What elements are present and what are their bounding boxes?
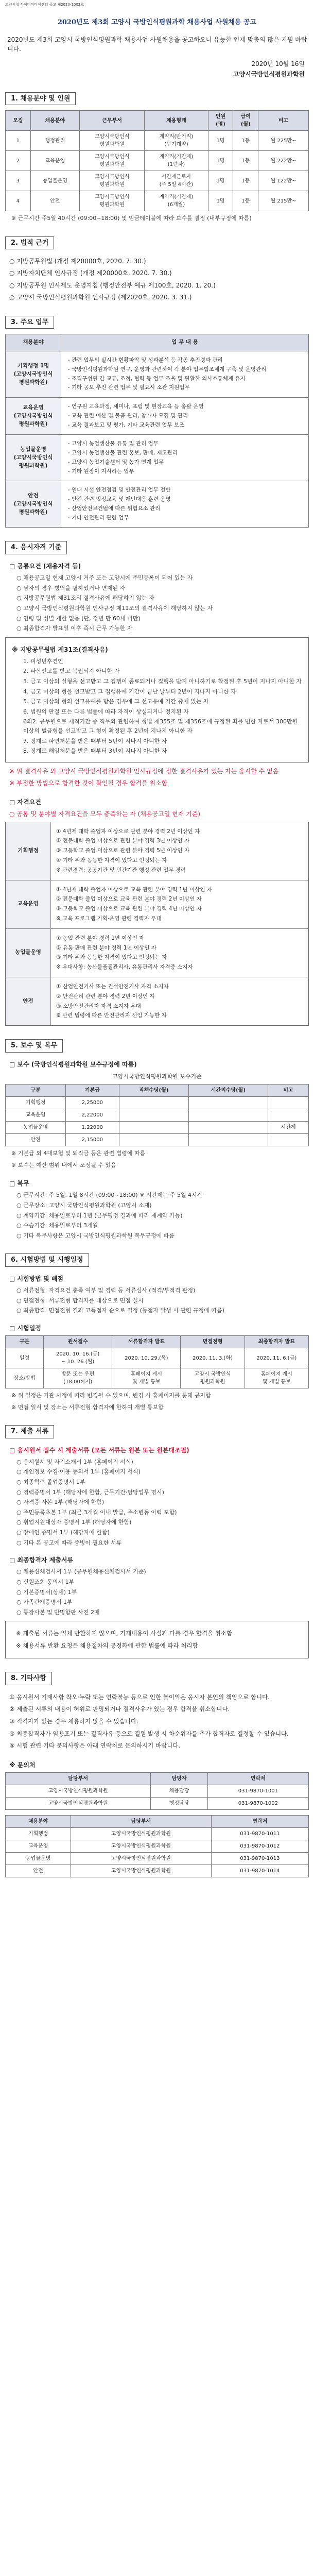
table-cell [188, 1134, 268, 1146]
qualification-detail [51, 977, 174, 1025]
disqualification-item: 8. 징계로 해임처분을 받은 때부터 3년이 지나지 아니한 자 [23, 748, 167, 755]
table-cell: 2020. 11. 6.(금) [245, 1348, 308, 1368]
table-row [6, 1368, 309, 1388]
table-cell: 2,22000 [66, 1109, 119, 1122]
section-documents [5, 1425, 309, 1658]
table-cell: 행정관리 [30, 131, 79, 151]
qualification-line: ※ 관련 법령에 따른 안전관리자 선임 가능한 자 [56, 1012, 167, 1019]
common-requirement: ○ 연령 및 성별 제한 없음 (단, 정년 만 60세 미만) [16, 615, 141, 622]
work-condition: ○ 근무시간: 주 5일, 1일 8시간 (09:00~18:00) ※ 시간제는 주 5일 4시간 [16, 1192, 203, 1199]
table-row [6, 1852, 309, 1865]
required-document: ○ 자격증 사본 1부 (해당자에 한함) [16, 1499, 104, 1506]
qualification-line: ② 유통·판매 관련 분야 경력 1년 이상인 자 [56, 944, 156, 951]
work-condition: ○ 근무장소: 고양시 국방인식평원과학원 (고양시 소재) [16, 1202, 152, 1209]
table-row [6, 1348, 309, 1368]
table-cell: 계약직(만기직) (무기계약) [145, 131, 208, 151]
duty-line: - 안전 관련 법정교육 및 재난대응 훈련 운영 [72, 496, 304, 504]
disqualification-item: 5. 금고 이상의 형의 선고유예를 받은 경우에 그 선고유예 기간 중에 있는 자 [23, 698, 209, 705]
common-requirement: ○ 지방공무원법 제31조의 결격사유에 해당하지 않는 자 [16, 595, 154, 602]
eligibility-note: ※ 위 결격사유 외 고양시 국방인식평원과학원 인사규정에 정한 결격사유가 있는 자는 응시할 수 없음 [9, 767, 279, 775]
table-header-cell: 시간외수당(월) [188, 1084, 268, 1097]
qualification-position: 기획행정 [6, 822, 51, 880]
table-cell: 홈페이지 게시 및 개별 통보 [245, 1368, 308, 1388]
positions-table [5, 110, 309, 211]
table-cell: 031-9870-1001 [207, 1785, 308, 1797]
pay-note: ※ 보수는 예산 범위 내에서 조정될 수 있음 [11, 1161, 116, 1168]
duty-position: 안전 (고양시국방인식 평원과학원) [6, 481, 61, 528]
common-heading: □ 공통요건 (채용자격 등) [9, 562, 81, 570]
table-cell: 2 [6, 151, 31, 171]
table-cell: 1명 [208, 151, 233, 171]
duty-row [6, 435, 309, 481]
exam-method-item: ○ 서류전형: 자격요건 충족 여부 및 경력 등 서류심사 (적격/부적격 판정) [16, 1287, 196, 1294]
documents-notes-box [5, 1621, 309, 1658]
table-cell: 월 215만~ [258, 191, 309, 211]
table-header-cell: 서류합격자 발표 [112, 1336, 181, 1348]
section-exam [5, 1253, 309, 1412]
final-docs-heading: □ 최종합격자 제출서류 [9, 1556, 74, 1564]
qualification-line: ③ 기타 위와 동등한 자격이 있다고 인정되는 자 [56, 954, 167, 961]
section-heading: 6. 시험방법 및 시행일정 [5, 1253, 89, 1267]
qualification-detail [51, 822, 205, 880]
work-condition: ○ 계약기간: 채용일로부터 1년 (근무평정 결과에 따라 재계약 가능) [16, 1212, 183, 1219]
table-header-cell: 연락처 [211, 1815, 308, 1827]
duty-line: - 교육 관련 예산 및 물품 관리, 참가자 모집 및 관리 [72, 412, 304, 420]
exam-method-item: ○ 면접전형: 서류전형 합격자를 대상으로 면접 실시 [16, 1297, 144, 1304]
table-row [6, 191, 309, 211]
duties-col-left: 채용분야 [6, 334, 61, 351]
legal-basis-item: ○ 고양시 국방인식평원과학원 인사규정 (제2020호, 2020. 3. 31.) [9, 293, 192, 301]
table-cell: 고양시국방인식평원과학원 [6, 1785, 151, 1797]
legal-basis-item: ○ 지방공무원법 (개정 제20000호, 2020. 7. 30.) [9, 258, 146, 265]
table-cell: 교육운영 [30, 151, 79, 171]
final-document: ○ 신원조회 동의서 1부 [16, 1578, 75, 1585]
table-cell: 안전 [30, 191, 79, 211]
table-row [6, 1785, 309, 1797]
table-header-cell: 담당자 [151, 1772, 207, 1785]
table-header-cell: 비고 [258, 111, 309, 131]
qualification-line: ② 전문대학 졸업 이상으로 관련 분야 경력 3년 이상인 자 [56, 838, 190, 844]
duty-line: - 산업안전보건법에 따른 위험요소 관리 [72, 505, 304, 513]
table-cell: 2020. 10. 29.(목) [112, 1348, 181, 1368]
table-cell: 3 [6, 171, 31, 191]
table-cell: 031-9870-1013 [211, 1852, 308, 1865]
section-heading: 8. 기타사항 [5, 1672, 52, 1685]
duty-position: 농업물운영 (고양시국방인식 평원과학원) [6, 435, 61, 481]
duty-description [61, 398, 309, 435]
disqualification-item: 4. 금고 이상의 형을 선고받고 그 집행유예 기간이 끝난 날부터 2년이 지나지 아니한 자 [23, 688, 236, 695]
table-cell: 방문 또는 우편 (18:00까지) [44, 1368, 112, 1388]
documents-note: ※ 제출된 서류는 일체 반환하지 않으며, 기재내용이 사실과 다를 경우 합격을 취소함 [16, 1630, 233, 1637]
table-cell: 홈페이지 게시 및 개별 통보 [112, 1368, 181, 1388]
table-cell: 계약직(기간제) (6개월) [145, 191, 208, 211]
table-cell: 고양시국방인식평원과학원 [71, 1852, 211, 1865]
duty-line: - 원내 시설 안전점검 및 안전관리 업무 전반 [72, 486, 304, 495]
table-cell: 농업물운영 [6, 1852, 71, 1865]
qualification-line: ① 농업 관련 분야 경력 1년 이상인 자 [56, 935, 145, 941]
table-cell: 2,15000 [66, 1134, 119, 1146]
duty-line: - 연구원 교육과정, 세미나, 포럼 및 현장교육 등 총괄 운영 [72, 403, 304, 411]
required-document: ○ 개인정보 수집·이용 동의서 1부 (홈페이지 서식) [16, 1468, 141, 1476]
duties-table [5, 334, 309, 528]
contact-table [5, 1772, 309, 1810]
table-cell: 고양시국방인식 평원과학원 [79, 171, 144, 191]
table-row [6, 1134, 309, 1146]
qual-note: ○ 공통 및 분야별 자격요건을 모두 충족하는 자 (채용공고일 현재 기준) [9, 810, 200, 818]
required-document: ○ 장애인 증명서 1부 (해당자에 한함) [16, 1529, 110, 1536]
qualification-line: ※ 관련경력: 공공기관 및 민간기관 행정 관련 업무 경력 [56, 867, 186, 873]
table-cell: 장소/방법 [6, 1368, 44, 1388]
table-cell: 1,22000 [66, 1122, 119, 1134]
table-row [6, 1827, 309, 1840]
table-cell: 1 [6, 131, 31, 151]
documents-intro: □ 응시원서 접수 시 제출서류 (모든 서류는 원본 또는 원본대조필) [9, 1446, 189, 1454]
disq-heading: ※ 지방공무원법 제31조(결격사유) [12, 646, 108, 653]
page-title: 2020년도 제3회 고양시 국방인식평원과학 채용사업 사원채용 공고 [57, 19, 257, 26]
legal-basis-item: ○ 지방자치단체 인사규정 (개정 제20000호, 2020. 7. 30.) [9, 269, 172, 277]
pay-heading: □ 보수 (국방인식평원과학원 보수규정에 따름) [9, 1060, 137, 1068]
duty-row [6, 351, 309, 398]
duty-description [61, 435, 309, 481]
duty-position: 교육운영 (고양시국방인식 평원과학원) [6, 398, 61, 435]
duties-col-right: 업 무 내 용 [61, 334, 309, 351]
duty-line: - 조직구성원 간 교류, 조정, 협력 등 업무 조율 및 원활한 의사소통체계 유지 [72, 375, 304, 383]
required-document: ○ 주민등록초본 1부 (최근 3개월 이내 발급, 주소변동 이력 포함) [16, 1509, 177, 1516]
table-cell: 고양시 국방인식 평원과학원 [181, 1368, 245, 1388]
qualification-position: 농업물운영 [6, 929, 51, 977]
section-etc [5, 1672, 309, 1877]
notice-number: 고양시청 사이버미디어센터 공고 제2020-1002호 [5, 3, 84, 7]
table-cell [119, 1109, 188, 1122]
qualification-row [6, 822, 308, 880]
work-heading: □ 복무 [9, 1180, 29, 1188]
table-cell [188, 1109, 268, 1122]
table-cell: 고양시국방인식 평원과학원 [79, 131, 144, 151]
table-cell: 2020. 11. 3.(화) [181, 1348, 245, 1368]
table-cell: 고양시국방인식 평원과학원 [79, 151, 144, 171]
table-cell [268, 1134, 309, 1146]
table-header-cell: 채용형태 [145, 111, 208, 131]
duty-position: 기획행정 1명 (고양시국방인식 평원과학원) [6, 351, 61, 398]
table-header-cell: 담당부서 [6, 1772, 151, 1785]
documents-note: ※ 채용서류 반환 요청은 채용절차의 공정화에 관한 법률에 따라 처리함 [16, 1641, 198, 1649]
table-header-cell: 최종합격자 발표 [245, 1336, 308, 1348]
pay-note: ※ 기본급 외 4대보험 및 퇴직금 등은 관련 법령에 따름 [11, 1150, 146, 1157]
duty-line: - 기타 원장이 지시하는 업무 [72, 468, 304, 476]
table-cell: 계약직(기간제) (1년차) [145, 151, 208, 171]
table-cell: 고양시국방인식평원과학원 [6, 1797, 151, 1809]
required-document: ○ 응시원서 및 자기소개서 1부 (홈페이지 서식) [16, 1458, 133, 1465]
notice-date: 2020년 10월 16일 [251, 60, 305, 67]
table-cell: 031-9870-1011 [211, 1827, 308, 1840]
table-header-cell: 연락처 [207, 1772, 308, 1785]
schedule-note: ※ 위 일정은 기관 사정에 따라 변경될 수 있으며, 변경 시 홈페이지를 통해 공지함 [11, 1392, 211, 1399]
qualification-position: 교육운영 [6, 880, 51, 928]
section-positions [5, 92, 309, 223]
qualification-line: ④ 기타 위와 동등한 자격이 있다고 인정되는 자 [56, 857, 167, 863]
issuer-name: 고양시국방인식평원과학원 [233, 70, 305, 78]
duty-description [61, 351, 309, 398]
qualification-position: 안전 [6, 977, 51, 1025]
schedule-table [5, 1335, 309, 1388]
table-cell: 1명 [208, 191, 233, 211]
table-cell: 2020. 10. 16.(금) ~ 10. 26.(월) [44, 1348, 112, 1368]
table-cell: 1등 [233, 151, 258, 171]
disqualification-item: 2. 파산선고를 받고 복권되지 아니한 자 [23, 668, 120, 675]
duty-list [65, 403, 304, 429]
table-row [6, 1840, 309, 1852]
table-cell: 고양시국방인식평원과학원 [71, 1827, 211, 1840]
dept-contact-table [5, 1815, 309, 1877]
table-header-cell: 면접전형 [181, 1336, 245, 1348]
qualification-detail [51, 880, 217, 928]
pay-table [5, 1084, 309, 1146]
table-row [6, 151, 309, 171]
final-document: ○ 통장사본 및 반명함판 사진 2매 [16, 1608, 100, 1616]
table-row [6, 171, 309, 191]
intro-text: 2020년도 제3회 고양시 국방인식평원과학 채용사업 사원채용을 공고하오니 유능한 인재 맞춤의 많은 지원 바랍니다. [7, 36, 307, 53]
table-cell: 행정담당 [151, 1797, 207, 1809]
duty-line: - 국방인식평원과학원 연구, 운영과 관련하여 각 분야 업무협조체계 구축 및 운영관리 [72, 366, 304, 374]
table-cell: 1명 [208, 131, 233, 151]
table-header-cell: 인원 (명) [208, 111, 233, 131]
table-row [6, 1797, 309, 1809]
table-cell: 교육운영 [6, 1840, 71, 1852]
qualification-line: ① 산업안전기사 또는 건설안전기사 자격 소지자 [56, 983, 169, 990]
table-cell: 시간제근로자 (주 5일 4시간) [145, 171, 208, 191]
table-header-cell: 비고 [268, 1084, 309, 1097]
table-cell: 1등 [233, 131, 258, 151]
duty-row [6, 481, 309, 528]
duty-list [65, 486, 304, 522]
positions-footnote: ※ 근무시간 주5일 40시간 (09:00~18:00) 및 임금테이블에 따라 보수를 결정 (내부규정에 따름) [11, 215, 252, 222]
table-header-cell: 채용분야 [6, 1815, 71, 1827]
section-heading: 5. 보수 및 복무 [5, 1039, 63, 1053]
qualification-line: ※ 교육 프로그램 기획·운영 관련 경력자 우대 [56, 915, 162, 922]
etc-item: ② 제출된 서류의 내용이 허위로 판명되거나 결격사유가 있는 경우 합격을 취소합니다. [9, 1705, 230, 1713]
qualification-line: ③ 고등학교 졸업 이상으로 관련 분야 경력 5년 이상인 자 [56, 848, 190, 854]
table-cell: 시간제 [268, 1122, 309, 1134]
table-cell: 고양시국방인식평원과학원 [71, 1865, 211, 1877]
duty-line: - 고양시 농업생산물 관련 홍보, 판매, 재고관리 [72, 449, 304, 457]
disqualification-item: 1. 피성년후견인 [23, 657, 63, 665]
duty-line: - 고양시 농업생산물 유통 및 관리 업무 [72, 440, 304, 448]
table-header-cell: 채용분야 [30, 111, 79, 131]
qualification-line: ① 4년제 대학 졸업자 이상으로 교육 관련 분야 경력 1년 이상인 자 [56, 886, 212, 893]
table-header-cell: 원서접수 [44, 1336, 112, 1348]
table-cell: 1등 [233, 171, 258, 191]
table-cell [188, 1097, 268, 1109]
qualification-line: ① 4년제 대학 졸업자 이상으로 관련 분야 경력 2년 이상인 자 [56, 828, 200, 835]
table-row [6, 131, 309, 151]
table-cell: 안전 [6, 1134, 66, 1146]
method-heading: □ 시험방법 및 배점 [9, 1275, 64, 1282]
eligibility-note: ※ 부정한 방법으로 합격한 것이 확인될 경우 합격을 취소함 [9, 779, 168, 787]
disqualification-item: 6의2. 공무원으로 재직기간 중 직무와 관련하여 형법 제355조 및 제356조에 규정된 죄를 범한 자로서 300만원 이상의 벌금형을 선고받고 그 형이 확정된 후 2년이 지나지 아니한 자 [23, 718, 298, 735]
contact-heading: ※ 문의처 [9, 1761, 36, 1769]
required-document: ○ 최종학력 졸업증명서 1부 [16, 1478, 85, 1485]
table-cell: 1등 [233, 191, 258, 211]
table-cell: 교육운영 [6, 1109, 66, 1122]
etc-item: ④ 최종합격자가 임용포기 또는 결격사유 등으로 결원 발생 시 차순위자를 추가 합격자로 결정할 수 있습니다. [9, 1730, 289, 1737]
etc-item: ⑤ 시험 관련 기타 문의사항은 아래 연락처로 문의하시기 바랍니다. [9, 1742, 181, 1750]
table-header-cell: 구분 [6, 1336, 44, 1348]
qualification-line: ※ 우대사항: 농산물품질관리사, 유통관리사 자격증 소지자 [56, 964, 193, 971]
table-cell [268, 1097, 309, 1109]
table-cell [119, 1134, 188, 1146]
table-header-cell: 기본급 [66, 1084, 119, 1097]
qual-heading: □ 자격요건 [9, 799, 41, 806]
duty-line: - 관련 업무의 실시간 현황파악 및 성과분석 등 각종 추진경과 관리 [72, 357, 304, 365]
disqualification-item: 7. 징계로 파면처분을 받은 때부터 5년이 지나지 아니한 자 [23, 737, 167, 744]
table-cell [119, 1122, 188, 1134]
disqualification-box [5, 637, 309, 762]
common-requirement: ○ 채용공고일 현재 고양시 거주 또는 고양시에 주민등록이 되어 있는 자 [16, 574, 193, 582]
table-cell: 031-9870-1012 [211, 1840, 308, 1852]
qualification-row [6, 977, 308, 1025]
table-cell: 기획행정 [6, 1097, 66, 1109]
schedule-heading: □ 시험일정 [9, 1324, 41, 1332]
qualification-row [6, 929, 308, 977]
table-cell: 기획행정 [6, 1827, 71, 1840]
table-cell: 안전 [6, 1865, 71, 1877]
table-cell: 고양시국방인식평원과학원 [71, 1840, 211, 1852]
section-legal-basis [5, 236, 309, 302]
table-cell [268, 1109, 309, 1122]
required-document: ○ 기타 본 공고에 따라 증빙이 필요한 서류 [16, 1539, 122, 1546]
qualification-table [5, 822, 309, 1026]
pay-subtitle: 고양시국방인식평원과학원 보수기준 [112, 1073, 202, 1080]
table-cell: 일정 [6, 1348, 44, 1368]
duty-line: - 기타 안전관리 관련 업무 [72, 514, 304, 522]
section-heading: 4. 응시자격 기준 [5, 541, 67, 554]
table-cell: 4 [6, 191, 31, 211]
duty-list [65, 440, 304, 476]
disqualification-item: 6. 법원의 판결 또는 다른 법률에 따라 자격이 상실되거나 정지된 자 [23, 708, 189, 715]
table-header-cell: 근무부서 [79, 111, 144, 131]
etc-item: ① 응시원서 기재사항 착오·누락 또는 연락불능 등으로 인한 불이익은 응시자 본인의 책임으로 합니다. [9, 1693, 270, 1701]
table-cell: 농업물운영 [30, 171, 79, 191]
table-cell: 031-9870-1002 [207, 1797, 308, 1809]
table-cell [119, 1097, 188, 1109]
required-document: ○ 취업지원대상자 증명서 1부 (해당자에 한함) [16, 1519, 132, 1526]
duty-line: - 기타 공모 추진 관련 업무 및 필요시 소관 지원업무 [72, 384, 304, 392]
duty-description [61, 481, 309, 528]
table-row [6, 1122, 309, 1134]
section-duties [5, 316, 309, 528]
work-condition: ○ 수습기간: 채용일로부터 3개월 [16, 1222, 98, 1229]
qualification-line: ② 전문대학 졸업 이상으로 교육 관련 분야 경력 2년 이상인 자 [56, 896, 202, 903]
table-cell: 월 225만~ [258, 131, 309, 151]
qualification-line: ② 안전관리 관련 분야 경력 2년 이상인 자 [56, 993, 155, 999]
qualification-detail [51, 929, 198, 977]
duty-row [6, 398, 309, 435]
table-cell: 1명 [208, 171, 233, 191]
common-requirement: ○ 최종합격자 발표일 이후 즉시 근무 가능한 자 [16, 625, 133, 632]
qualification-line: ③ 소방안전관리자 자격 소지자 우대 [56, 1003, 141, 1009]
table-row [6, 1097, 309, 1109]
table-cell: 031-9870-1014 [211, 1865, 308, 1877]
table-cell: 채용담당 [151, 1785, 207, 1797]
section-pay [5, 1039, 309, 1240]
exam-method-item: ○ 최종합격: 면접전형 결과 고득점자 순으로 결정 (동점자 발생 시 관련 규정에 따름) [16, 1307, 224, 1314]
common-requirement: ○ 고양시 국방인식평원과학원 인사규정 제11조의 결격사유에 해당하지 않는 자 [16, 604, 213, 612]
final-document: ○ 가족관계증명서 1부 [16, 1599, 73, 1606]
qualification-line: ③ 고등학교 졸업 이상으로 교육 관련 분야 경력 4년 이상인 자 [56, 906, 202, 912]
common-requirement: ○ 남자의 경우 병역을 필하였거나 면제된 자 [16, 584, 126, 591]
table-row [6, 1109, 309, 1122]
schedule-note: ※ 면접 일시 및 장소는 서류전형 합격자에 한하여 개별 통보함 [11, 1403, 164, 1411]
table-header-cell: 직책수당(월) [119, 1084, 188, 1097]
qualification-row [6, 880, 308, 929]
duty-list [65, 357, 304, 392]
disqualification-item: 3. 금고 이상의 실형을 선고받고 그 집행이 종료되거나 집행을 받지 아니하기로 확정된 후 5년이 지나지 아니한 자 [23, 678, 302, 685]
legal-basis-item: ○ 지방공무원 인사제도 운영지침 (행정안전부 예규 제100호, 2020. 1. 20.) [9, 281, 216, 289]
required-document: ○ 경력증명서 1부 (해당자에 한함, 근무기간·담당업무 명시) [16, 1488, 164, 1496]
table-header-cell: 급여 (월) [233, 111, 258, 131]
section-heading: 3. 주요 업무 [5, 316, 54, 329]
section-heading: 1. 채용분야 및 인원 [5, 92, 76, 106]
final-document: ○ 기본증명서(상세) 1부 [16, 1588, 77, 1596]
final-document: ○ 채용신체검사서 1부 (공무원채용신체검사서 기준) [16, 1568, 146, 1575]
table-cell: 월 122만~ [258, 171, 309, 191]
section-eligibility [5, 541, 309, 1026]
section-heading: 7. 제출 서류 [5, 1425, 54, 1438]
table-header-cell: 구분 [6, 1084, 66, 1097]
table-cell [188, 1122, 268, 1134]
table-cell: 농업물운영 [6, 1122, 66, 1134]
table-header-cell: 모집 [6, 111, 31, 131]
duty-line: - 고양시 농업기술센터 및 농가 연계 업무 [72, 459, 304, 467]
table-header-cell: 담당부서 [71, 1815, 211, 1827]
table-cell: 2,25000 [66, 1097, 119, 1109]
table-cell: 고양시국방인식 평원과학원 [79, 191, 144, 211]
table-cell: 월 222만~ [258, 151, 309, 171]
table-row [6, 1865, 309, 1877]
work-condition: ○ 기타 복무사항은 고양시 국방인식평원과학원 복무규정에 따름 [16, 1232, 175, 1239]
section-heading: 2. 법적 근거 [5, 236, 54, 250]
etc-item: ③ 적격자가 없는 경우 채용하지 않을 수 있습니다. [9, 1717, 138, 1725]
duty-line: - 교육 결과보고 및 평가, 기타 교육관련 업무 보조 [72, 421, 304, 430]
